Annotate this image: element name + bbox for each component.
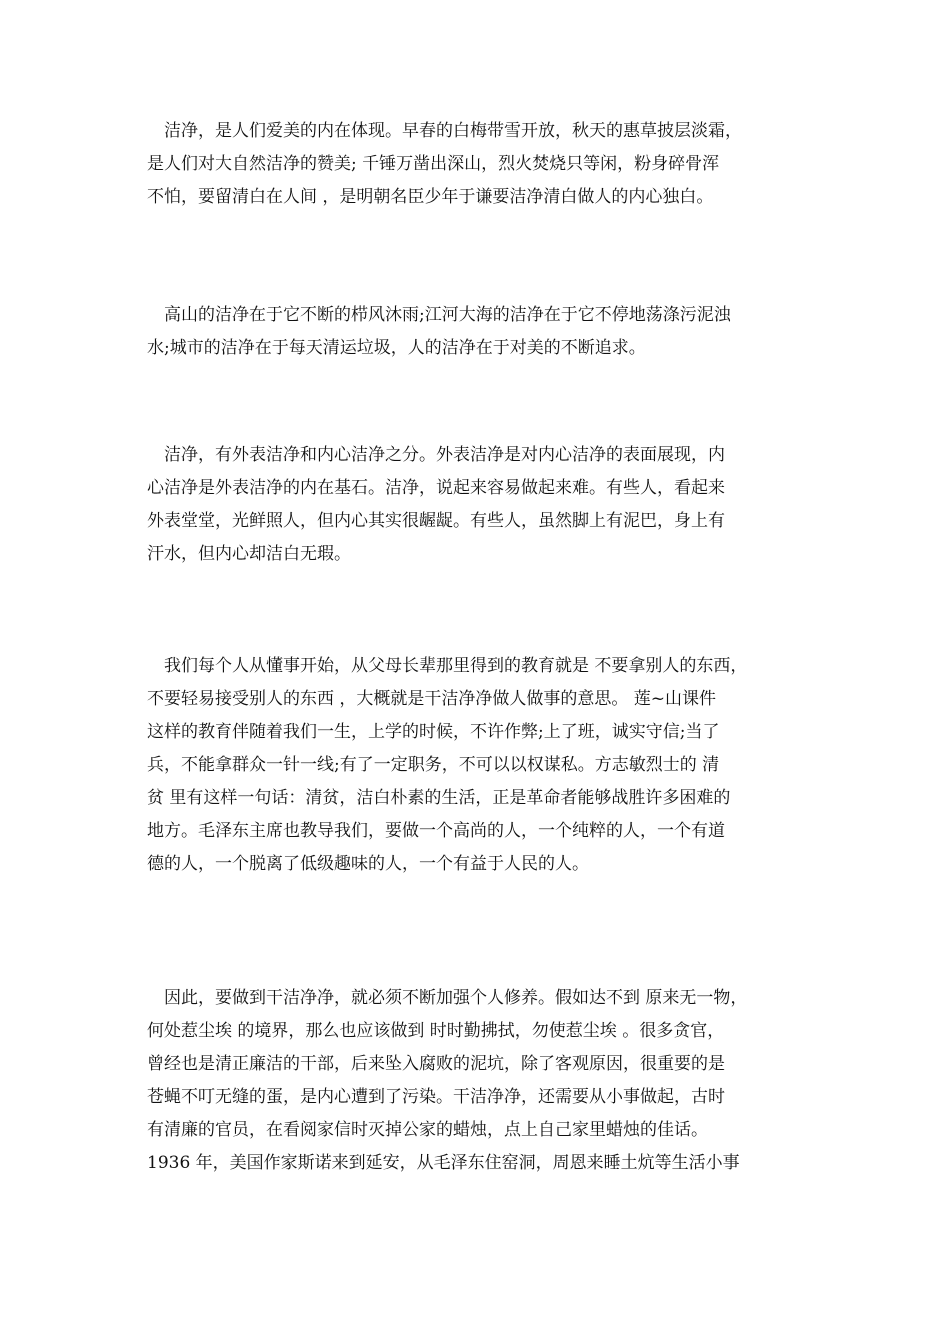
text-line: 外表堂堂，光鲜照人，但内心其实很龌龊。有些人，虽然脚上有泥巴，身上有 [147, 511, 725, 531]
text-line: 1936 年，美国作家斯诺来到延安，从毛泽东住窑洞，周恩来睡土炕等生活小事 [147, 1153, 740, 1173]
paragraph-4 [147, 650, 827, 881]
text-line: 这样的教育伴随着我们一生，上学的时候，不许作弊;上了班，诚实守信;当了 [147, 722, 720, 742]
text-line: 曾经也是清正廉洁的干部，后来坠入腐败的泥坑，除了客观原因，很重要的是 [147, 1054, 725, 1074]
paragraph-1 [147, 115, 827, 214]
text-line: 地方。毛泽东主席也教导我们，要做一个高尚的人，一个纯粹的人，一个有道 [147, 821, 725, 841]
text-line: 洁净，是人们爱美的内在体现。早春的白梅带雪开放，秋天的惠草披层淡霜， [147, 121, 742, 141]
text-line: 高山的洁净在于它不断的栉风沐雨;江河大海的洁净在于它不停地荡涤污泥浊 [147, 305, 731, 325]
paragraph-2 [147, 299, 827, 365]
text-line: 德的人，一个脱离了低级趣味的人，一个有益于人民的人。 [147, 854, 589, 874]
text-line: 不要轻易接受别人的东西 ，大概就是干洁净净做人做事的意思。 莲~山课件 [147, 689, 717, 709]
paragraph-5 [147, 982, 827, 1180]
text-line: 贫 里有这样一句话：清贫，洁白朴素的生活，正是革命者能够战胜许多困难的 [147, 788, 731, 808]
paragraph-3 [147, 439, 827, 571]
text-line: 水;城市的洁净在于每天清运垃圾，人的洁净在于对美的不断追求。 [147, 338, 646, 358]
text-line: 我们每个人从懂事开始，从父母长辈那里得到的教育就是 不要拿别人的东西， [147, 656, 748, 676]
text-line: 心洁净是外表洁净的内在基石。洁净，说起来容易做起来难。有些人，看起来 [147, 478, 725, 498]
text-line: 洁净，有外表洁净和内心洁净之分。外表洁净是对内心洁净的表面展现，内 [147, 445, 725, 465]
text-line: 有清廉的官员，在看阅家信时灭掉公家的蜡烛，点上自己家里蜡烛的佳话。 [147, 1120, 708, 1140]
text-line: 是人们对大自然洁净的赞美; 千锤万凿出深山，烈火焚烧只等闲，粉身碎骨浑 [147, 154, 720, 174]
text-line: 苍蝇不叮无缝的蛋，是内心遭到了污染。干洁净净，还需要从小事做起，古时 [147, 1087, 725, 1107]
text-line: 何处惹尘埃 的境界，那么也应该做到 时时勤拂拭，勿使惹尘埃 。很多贪官， [147, 1021, 725, 1041]
text-line: 兵，不能拿群众一针一线;有了一定职务，不可以以权谋私。方志敏烈士的 清 [147, 755, 720, 775]
text-line: 汗水，但内心却洁白无瑕。 [147, 544, 351, 564]
text-line: 因此，要做到干洁净净，就必须不断加强个人修养。假如达不到 原来无一物， [147, 988, 748, 1008]
text-line: 不怕，要留清白在人间 ，是明朝名臣少年于谦要洁净清白做人的内心独白。 [147, 187, 714, 207]
